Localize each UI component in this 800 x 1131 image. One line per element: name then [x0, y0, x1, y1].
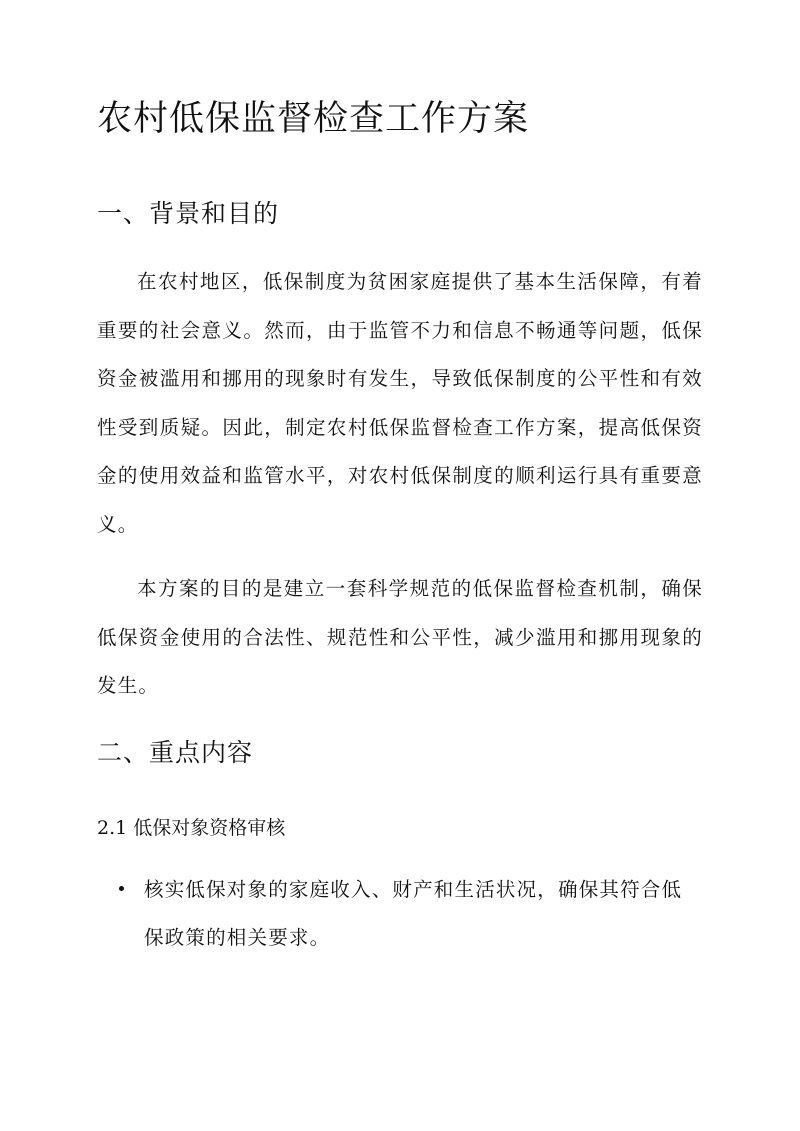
document-title: 农村低保监督检查工作方案	[97, 99, 530, 139]
section-heading-key-content: 二、重点内容	[97, 738, 254, 767]
paragraph-purpose: 本方案的目的是建立一套科学规范的低保监督检查机制，确保低保资金使用的合法性、规范性和公平性，减少滥用和挪用现象的发生。	[97, 577, 703, 698]
bullet-dot-icon	[119, 886, 124, 891]
bullet-text: 核实低保对象的家庭收入、财产和生活状况，确保其符合低保政策的相关要求。	[144, 878, 683, 949]
subsection-heading-eligibility: 2.1 低保对象资格审核	[97, 817, 286, 839]
section-heading-background: 一、背景和目的	[97, 199, 280, 228]
paragraph-background: 在农村地区，低保制度为贫困家庭提供了基本生活保障，有着重要的社会意义。然而，由于监管不力和信息不畅通等问题，低保资金被滥用和挪用的现象时有发生，导致低保制度的公平性和有效性受到质疑。因此，制定农村低保监督检查工作方案，提高低保资金的使用效益和监管水平，对农村低保制度的顺利运行具有重要意义。	[97, 270, 703, 536]
